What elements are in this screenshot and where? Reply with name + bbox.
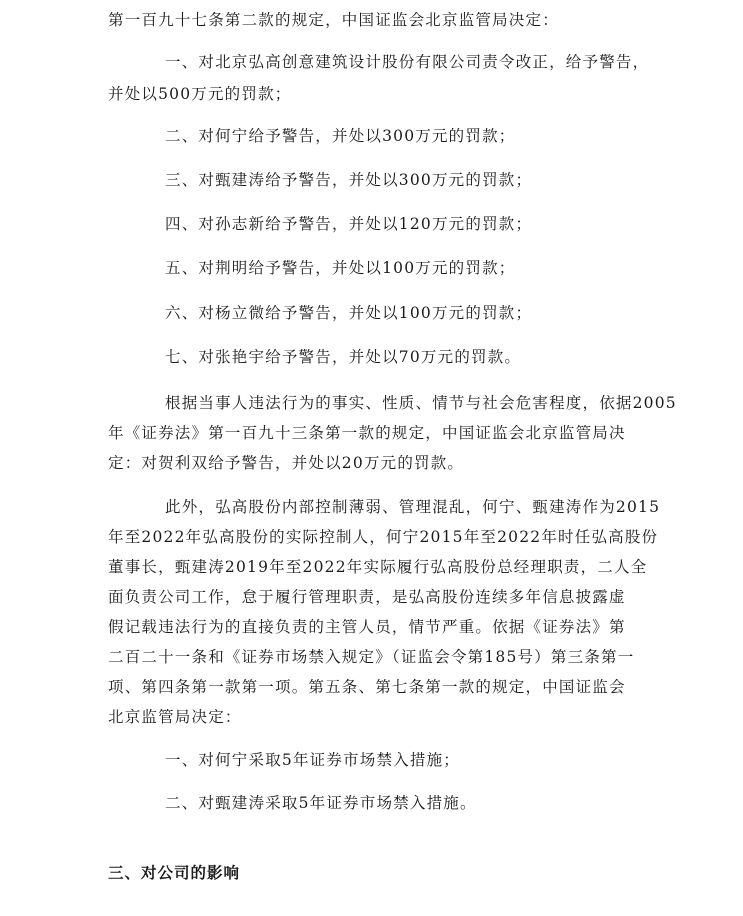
- paragraph-line: 项、第四条第一款第一项。第五条、第七条第一款的规定，中国证监会: [108, 678, 626, 696]
- paragraph-line: 定：对贺利双给予警告，并处以20万元的罚款。: [108, 454, 465, 472]
- paragraph-line: 假记载违法行为的直接负责的主管人员，情节严重。依据《证券法》第: [108, 618, 626, 636]
- paragraph-line: 二百二十一条和《证券市场禁入规定》（证监会令第185号）第三条第一: [108, 648, 635, 666]
- intro-line: 第一百九十七条第二款的规定，中国证监会北京监管局决定：: [108, 11, 559, 29]
- penalty-item-1: 一、对北京弘高创意建筑设计股份有限公司责令改正，给予警告，: [165, 53, 650, 71]
- penalty-item-1-cont: 并处以500万元的罚款；: [108, 85, 292, 103]
- paragraph-line: 北京监管局决定：: [108, 708, 242, 726]
- penalty-item-3: 三、对甄建涛给予警告，并处以300万元的罚款；: [165, 171, 533, 189]
- penalty-item-2: 二、对何宁给予警告，并处以300万元的罚款；: [165, 127, 516, 145]
- section-heading: 三、对公司的影响: [108, 864, 241, 882]
- paragraph-line: 此外，弘高股份内部控制薄弱、管理混乱，何宁、甄建涛作为2015: [165, 498, 661, 516]
- paragraph-line: 年至2022年弘高股份的实际控制人，何宁2015年至2022年时任弘高股份: [108, 528, 659, 546]
- penalty-item-4: 四、对孙志新给予警告，并处以120万元的罚款；: [165, 215, 533, 233]
- paragraph-line: 根据当事人违法行为的事实、性质、情节与社会危害程度，依据2005: [165, 394, 677, 412]
- ban-item-2: 二、对甄建涛采取5年证券市场禁入措施。: [165, 794, 477, 812]
- ban-item-1: 一、对何宁采取5年证券市场禁入措施；: [165, 751, 460, 769]
- paragraph-line: 董事长，甄建涛2019年至2022年实际履行弘高股份总经理职责，二人全: [108, 558, 648, 576]
- penalty-item-5: 五、对荆明给予警告，并处以100万元的罚款；: [165, 259, 516, 277]
- paragraph-line: 面负责公司工作，怠于履行管理职责，是弘高股份连续多年信息披露虚: [108, 588, 626, 606]
- penalty-item-6: 六、对杨立微给予警告，并处以100万元的罚款；: [165, 304, 533, 322]
- paragraph-line: 年《证券法》第一百九十三条第一款的规定，中国证监会北京监管局决: [108, 424, 626, 442]
- penalty-item-7: 七、对张艳宇给予警告，并处以70万元的罚款。: [165, 348, 522, 366]
